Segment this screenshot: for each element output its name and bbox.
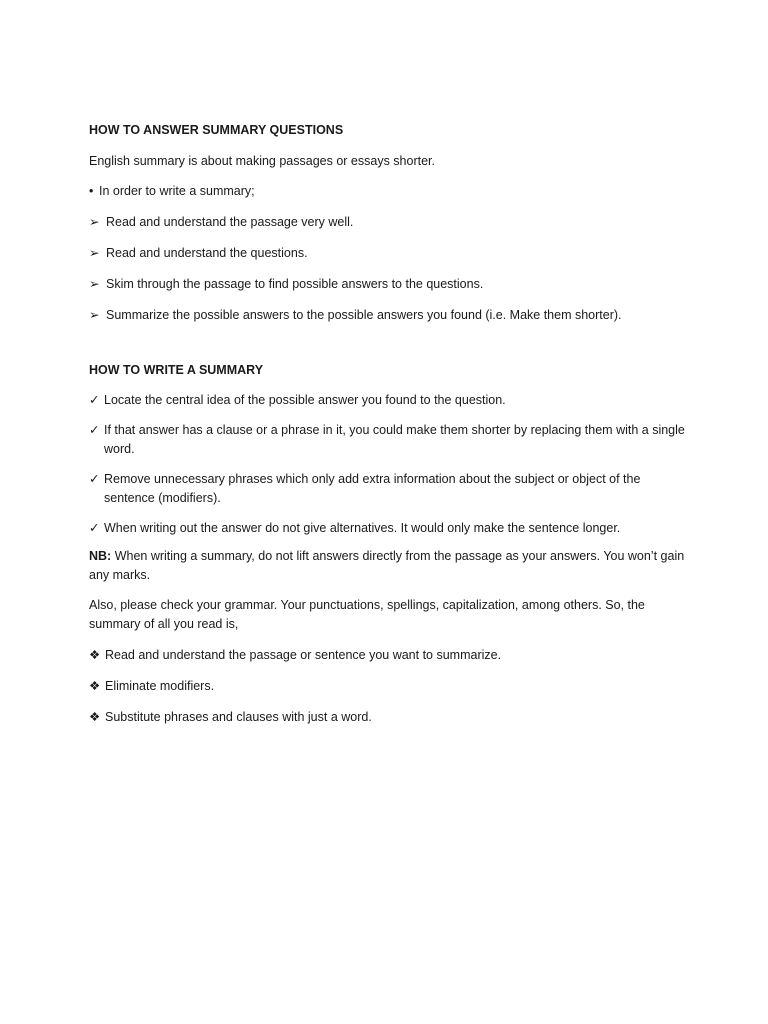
step-text: Read and understand the questions. xyxy=(106,246,308,260)
note-label: NB: xyxy=(89,549,112,563)
check-item-4 xyxy=(89,519,689,538)
arrow-bullet-icon: ➢ xyxy=(89,215,100,229)
step-item-3 xyxy=(89,275,689,294)
step-item-4 xyxy=(89,306,689,325)
summary-point-2 xyxy=(89,677,689,696)
check-icon: ✓ xyxy=(89,521,100,535)
diamond-bullet-icon: ❖ xyxy=(89,648,101,662)
intro-paragraph: English summary is about making passages or essays shorter. xyxy=(89,154,435,168)
check-text: Locate the central idea of the possible answer you found to the question. xyxy=(104,393,506,407)
check-text: When writing out the answer do not give alternatives. It would only make the sentence longer. xyxy=(104,521,621,535)
step-text: Skim through the passage to find possible answers to the questions. xyxy=(106,277,484,291)
step-item-1 xyxy=(89,213,689,232)
step-text: Summarize the possible answers to the possible answers you found (i.e. Make them shorter). xyxy=(106,308,622,322)
document-body xyxy=(89,121,689,727)
section-heading-answer-summary: HOW TO ANSWER SUMMARY QUESTIONS xyxy=(89,123,344,137)
check-text: Remove unnecessary phrases which only add extra information about the subject or object of the sentence (modifiers). xyxy=(104,472,641,505)
check-icon: ✓ xyxy=(89,472,100,486)
check-item-3 xyxy=(89,470,689,508)
grammar-paragraph: Also, please check your grammar. Your punctuations, spellings, capitalization, among others. So, the summary of all you read is, xyxy=(89,598,645,631)
diamond-bullet-icon: ❖ xyxy=(89,679,101,693)
check-item-1 xyxy=(89,391,689,410)
summary-point-text: Substitute phrases and clauses with just a word. xyxy=(105,710,372,724)
note-paragraph xyxy=(89,547,689,585)
bullet-icon: • xyxy=(89,184,94,198)
arrow-bullet-icon: ➢ xyxy=(89,308,100,322)
bullet-item xyxy=(89,182,689,201)
check-icon: ✓ xyxy=(89,423,100,437)
summary-point-3 xyxy=(89,708,689,727)
arrow-bullet-icon: ➢ xyxy=(89,277,100,291)
arrow-bullet-icon: ➢ xyxy=(89,246,100,260)
bullet-item-text: In order to write a summary; xyxy=(99,184,255,198)
summary-point-text: Read and understand the passage or sentence you want to summarize. xyxy=(105,648,502,662)
check-item-2 xyxy=(89,421,689,459)
check-text: If that answer has a clause or a phrase in it, you could make them shorter by replacing them with a single word. xyxy=(104,423,685,456)
step-item-2 xyxy=(89,244,689,263)
summary-point-1 xyxy=(89,646,689,665)
note-text: When writing a summary, do not lift answers directly from the passage as your answers. You won’t gain any marks. xyxy=(89,549,685,582)
summary-point-text: Eliminate modifiers. xyxy=(105,679,215,693)
diamond-bullet-icon: ❖ xyxy=(89,710,101,724)
section-heading-write-summary: HOW TO WRITE A SUMMARY xyxy=(89,363,264,377)
step-text: Read and understand the passage very well. xyxy=(106,215,354,229)
check-icon: ✓ xyxy=(89,393,100,407)
